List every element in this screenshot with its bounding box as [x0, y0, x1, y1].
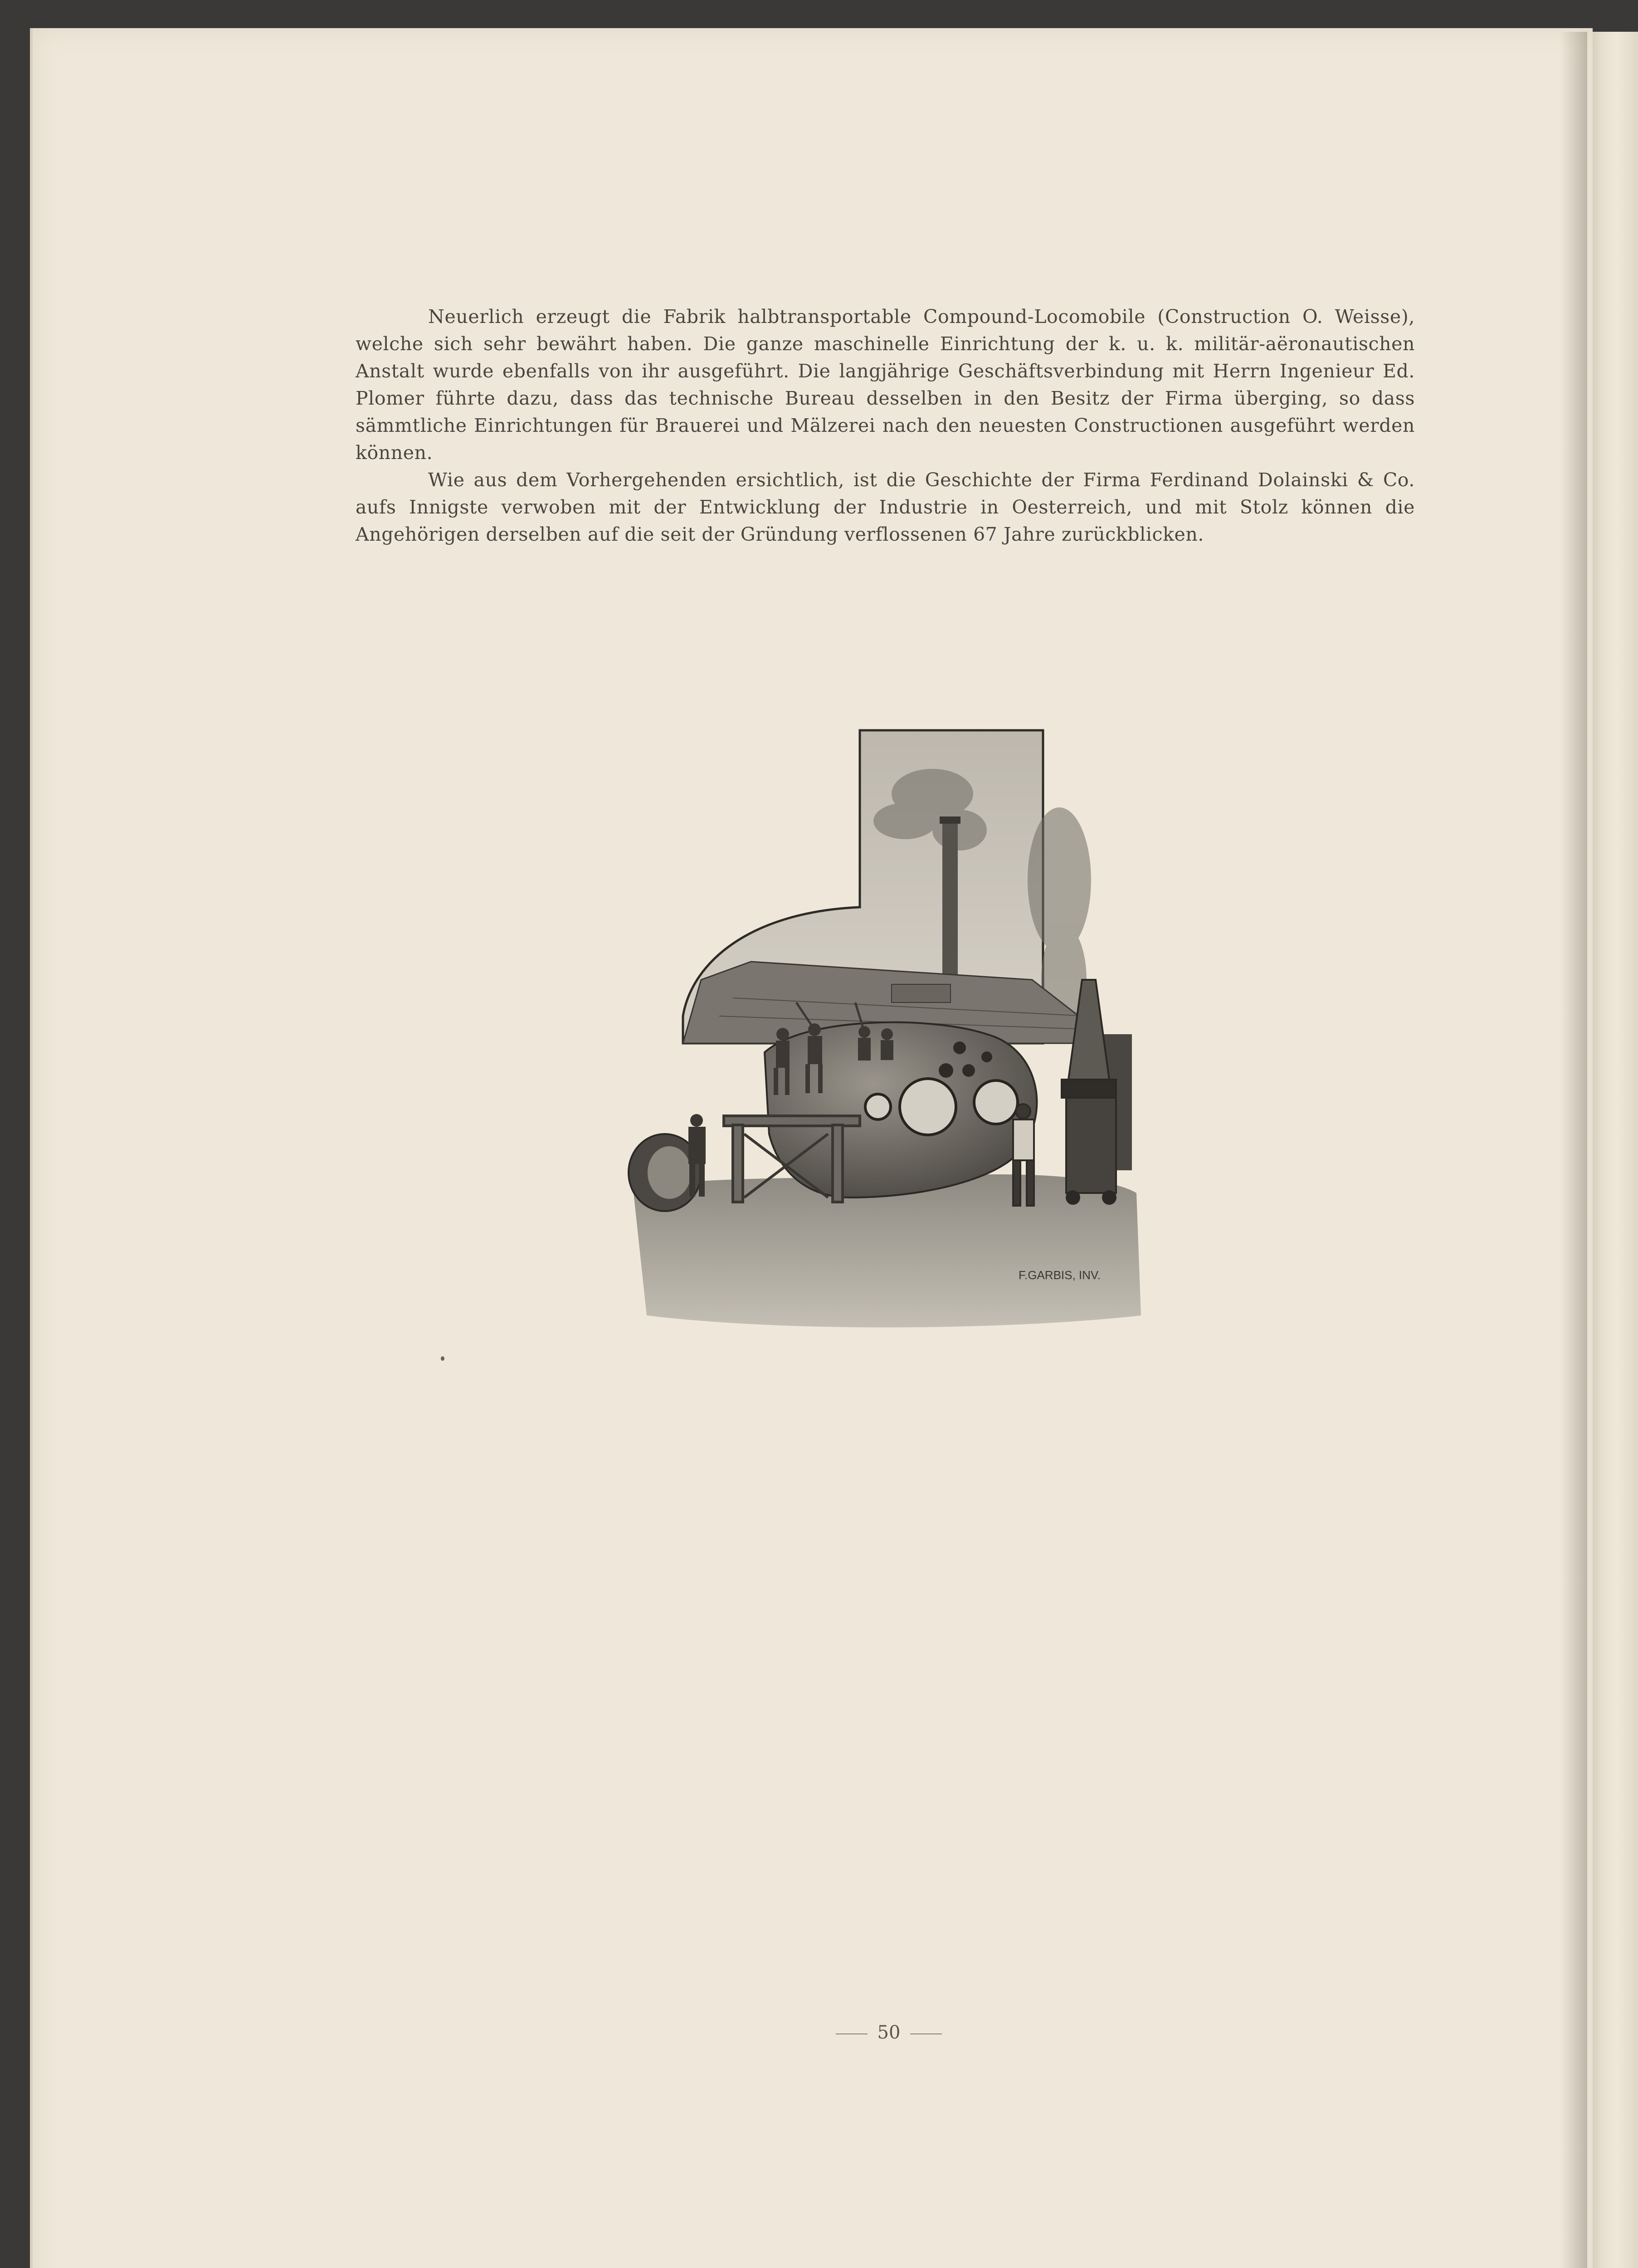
factory-chimney	[942, 821, 958, 998]
dash-left	[836, 2033, 868, 2034]
engraver-signature: F.GARBIS, INV.	[1019, 1268, 1101, 1282]
page-number: 50	[877, 2022, 901, 2043]
paragraph-1: Neuerlich erzeugt die Fabrik halbtransportable Compound-Locomobile (Construction O. Weisse), welche sich sehr bewährt haben. Die ganze maschinelle Einrichtung der k. u. k. militär-aëronautischen Anstalt wurde ebenfalls von ihr ausgeführt. Die langjährige Geschäftsverbindung mit Herrn Ingenieur Ed. Plomer führte dazu, dass das technische Bureau desselben in den Besitz der Firma überging, so dass sämmtliche Einrichtungen für Brauerei und Mälzerei nach den neuesten Constructionen ausgeführt werden können.	[356, 306, 1415, 464]
dash-right	[910, 2033, 942, 2034]
boiler-workshop-engraving	[615, 726, 1150, 1343]
page-number-line	[807, 2022, 970, 2043]
gutter-shadow	[1560, 32, 1587, 2268]
body-text	[356, 303, 1415, 548]
paper-speck	[441, 1356, 444, 1361]
paragraph-2: Wie aus dem Vorhergehenden ersichtlich, ist die Geschichte der Firma Ferdinand Dolainski & Co. aufs Innigste verwoben mit der Entwicklung der Industrie in Oesterreich, und mit Stolz können die Angehörigen derselben auf die seit der Gründung verflossenen 67 Jahre zurückblicken.	[356, 469, 1415, 545]
ground	[633, 1174, 1141, 1327]
